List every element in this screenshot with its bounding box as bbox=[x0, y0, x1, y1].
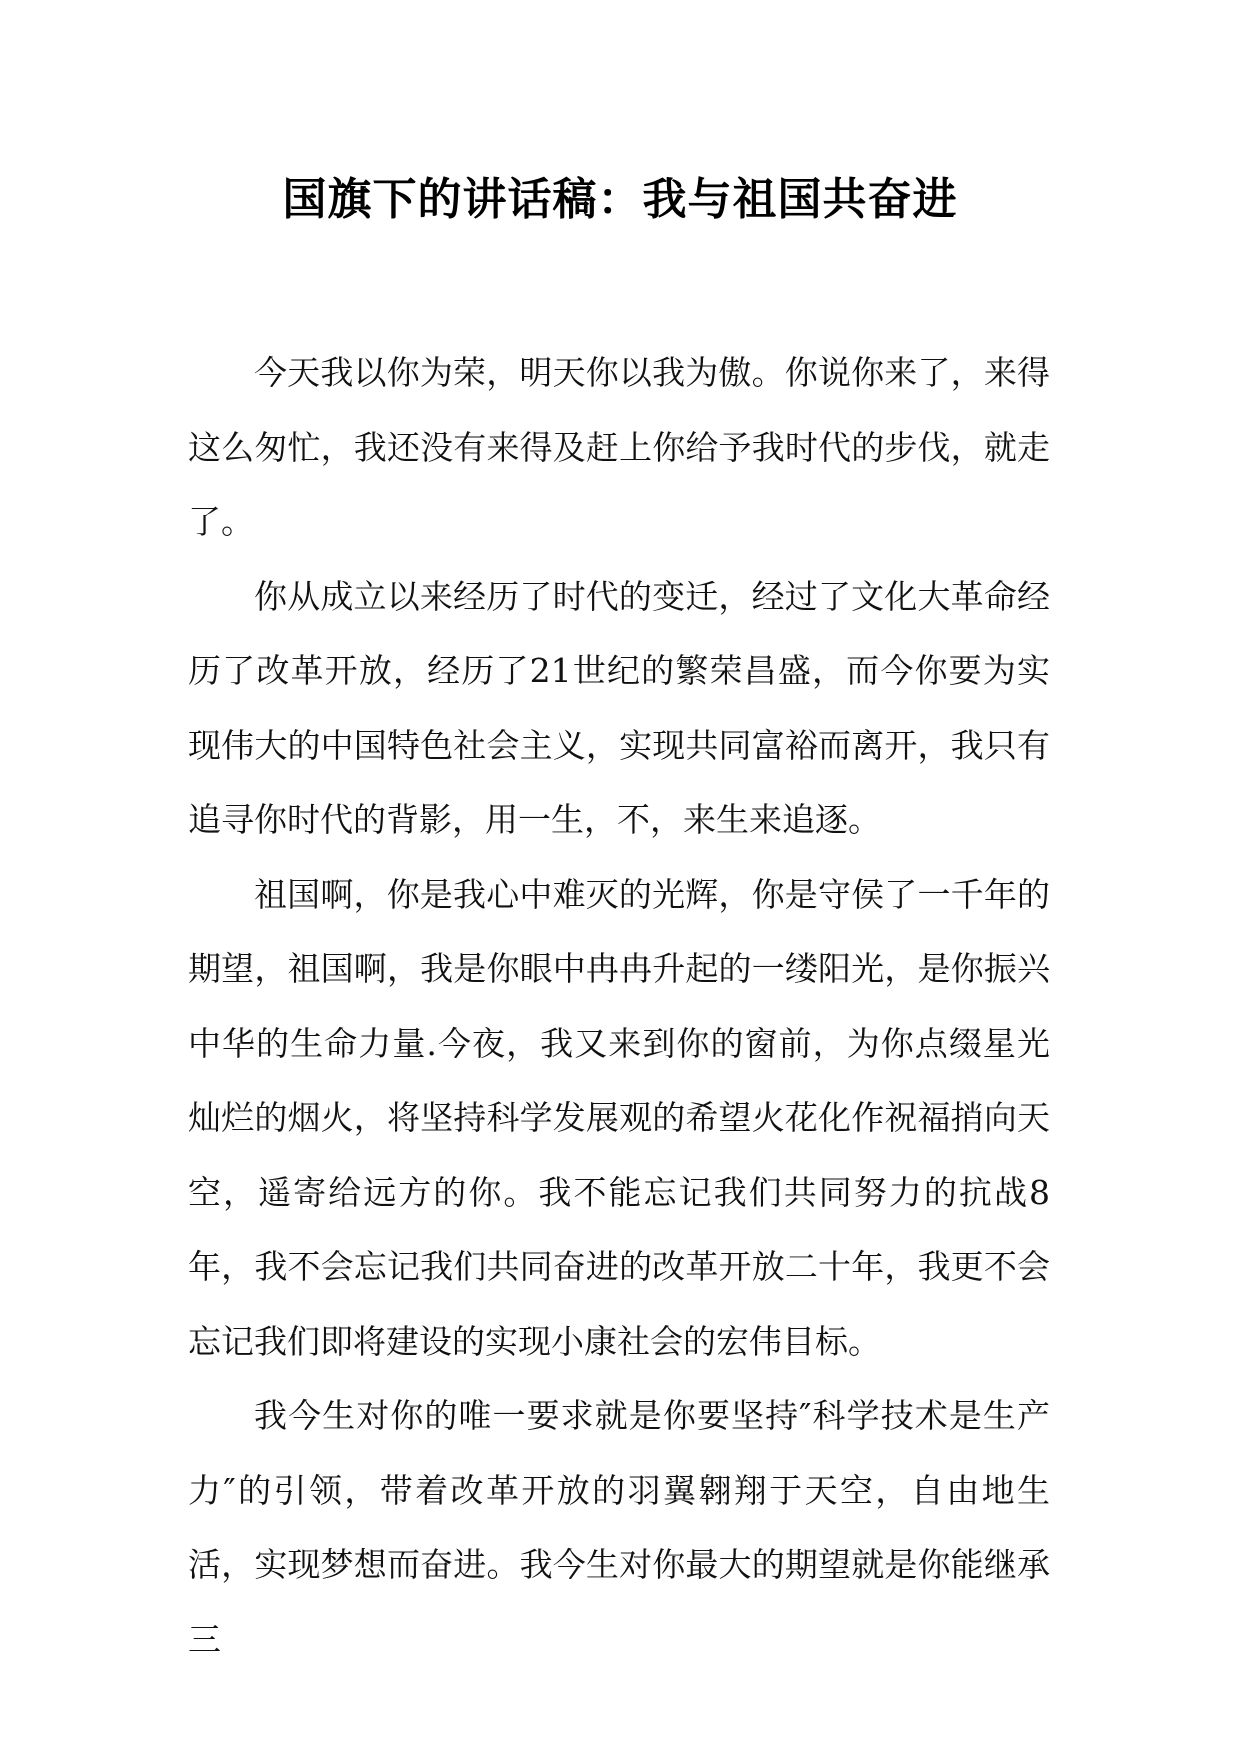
paragraph: 你从成立以来经历了时代的变迁，经过了文化大革命经历了改革开放，经历了21世纪的繁荣昌盛，而今你要为实现伟大的中国特色社会主义，实现共同富裕而离开，我只有追寻你时代的背影，用一生，不，来生来追逐。 bbox=[188, 576, 1050, 839]
document-body bbox=[188, 336, 1050, 1677]
paragraph: 我今生对你的唯一要求就是你要坚持″科学技术是生产力″的引领，带着改革开放的羽翼翱翔于天空，自由地生活，实现梦想而奋进。我今生对你最大的期望就是你能继承三 bbox=[188, 1396, 1050, 1659]
paragraph: 今天我以你为荣，明天你以我为傲。你说你来了，来得这么匆忙，我还没有来得及赶上你给予我时代的步伐，就走了。 bbox=[188, 353, 1050, 541]
document-title: 国旗下的讲话稿：我与祖国共奋进 bbox=[282, 174, 958, 225]
paragraph: 祖国啊，你是我心中难灭的光辉，你是守侯了一千年的期望，祖国啊，我是你眼中冉冉升起的一缕阳光，是你振兴中华的生命力量.今夜，我又来到你的窗前，为你点缀星光灿烂的烟火，将坚持科学发展观的希望火花化作祝福捎向天空，遥寄给远方的你。我不能忘记我们共同努力的抗战8年，我不会忘记我们共同奋进的改革开放二十年，我更不会忘记我们即将建设的实现小康社会的宏伟目标。 bbox=[188, 874, 1050, 1361]
